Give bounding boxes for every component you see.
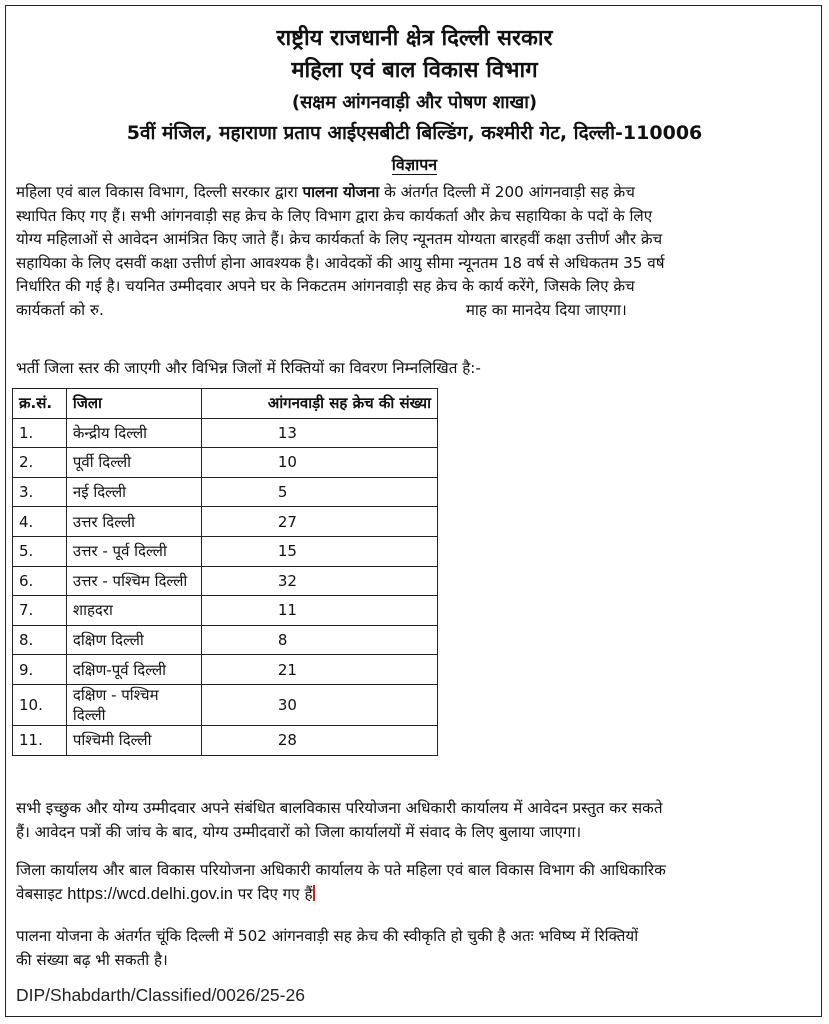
website-line-1: जिला कार्यालय और बाल विकास परियोजना अधिकारी कार्यालय के पते महिला एवं बाल विकास विभाग की आधिकारिक [16, 861, 666, 879]
table-row [13, 684, 438, 725]
serial-cell: 1. [13, 418, 67, 448]
intro-line-4: सहायिका के लिए दसवीं कक्षा उत्तीर्ण होना आवश्यक है। आवेदकों की आयु सीमा न्यूनतम 18 वर्ष से अधिकतम 35 वर्ष [16, 253, 665, 272]
intro-line-2: स्थापित किए गए हैं। सभी आंगनवाड़ी सह क्रेच के लिए विभाग द्वारा क्रेच कार्यकर्ता और क्रेच सहायिका के पदों के लिए [16, 206, 653, 225]
count-value: 15 [277, 542, 297, 561]
future-vacancy-paragraph [16, 925, 814, 972]
website-link[interactable]: https://wcd.delhi.gov.in [67, 884, 233, 903]
vacancy-table [12, 388, 438, 756]
table-row [13, 477, 438, 507]
future-line-2: की संख्या बढ़ भी सकती है। [16, 950, 168, 969]
count-value: 32 [277, 571, 297, 590]
count-cell [201, 596, 437, 626]
district-cell: उत्तर - पश्चिम दिल्ली [66, 566, 201, 596]
district-cell: उत्तर दिल्ली [66, 507, 201, 537]
intro-line-3: योग्य महिलाओं से आवेदन आमंत्रित किए जाते हैं। क्रेच कार्यकर्ता के लिए न्यूनतम योग्यता बारहवीं कक्षा उत्तीर्ण और क्रेच [16, 230, 663, 248]
serial-cell: 11. [13, 725, 67, 755]
count-cell [201, 477, 437, 507]
table-intro: भर्ती जिला स्तर की जाएगी और विभिन्न जिलों में रिक्तियों का विवरण निम्नलिखित है:- [16, 359, 481, 377]
count-cell [201, 655, 437, 685]
red-mark [313, 885, 315, 901]
count-value: 8 [277, 631, 288, 650]
table-row [13, 418, 438, 448]
header-government: राष्ट्रीय राजधानी क्षेत्र दिल्ली सरकार [276, 26, 553, 51]
table-row [13, 625, 438, 655]
count-cell [201, 448, 437, 478]
district-cell: उत्तर - पूर्व दिल्ली [66, 536, 201, 566]
table-row [13, 536, 438, 566]
intro-paragraph [16, 181, 814, 322]
district-cell: पश्चिमी दिल्ली [66, 725, 201, 755]
website-line-2 [16, 883, 814, 907]
website-paragraph [16, 859, 814, 906]
intro-line-6b: माह का मानदेय दिया जाएगा। [465, 300, 627, 319]
table-row [13, 596, 438, 626]
serial-cell: 10. [13, 684, 67, 725]
count-cell [201, 625, 437, 655]
intro-line-6a: कार्यकर्ता को रु. [16, 300, 104, 319]
table-header-row [13, 389, 438, 419]
intro-line-5: निर्धारित की गई है। चयनित उम्मीदवार अपने घर के निकटतम आंगनवाड़ी सह क्रेच के कार्य करेंगे, जिसके लिए क्रेच [16, 277, 635, 295]
count-value: 13 [277, 423, 297, 442]
count-cell [201, 725, 437, 755]
header-serial: क्र.सं. [13, 389, 67, 419]
serial-cell: 6. [13, 566, 67, 596]
table-row [13, 725, 438, 755]
instructions-line-1: सभी इच्छुक और योग्य उम्मीदवार अपने संबंधित बालविकास परियोजना अधिकारी कार्यालय में आवेदन प्रस्तुत कर सकते [16, 799, 663, 817]
count-cell [201, 418, 437, 448]
intro-line-1c: के अंतर्गत दिल्ली में 200 आंगनवाड़ी सह क्रेच [379, 183, 635, 201]
count-value: 30 [277, 695, 297, 714]
footer-reference: DIP/Shabdarth/Classified/0026/25-26 [16, 985, 305, 1005]
district-cell: दक्षिण दिल्ली [66, 625, 201, 655]
district-cell: दक्षिण - पश्चिम दिल्ली [66, 684, 201, 725]
intro-line-6 [16, 299, 814, 323]
count-value: 5 [277, 483, 288, 502]
serial-cell: 4. [13, 507, 67, 537]
serial-cell: 9. [13, 655, 67, 685]
instructions-paragraph [16, 797, 814, 844]
count-cell [201, 684, 437, 725]
count-value: 21 [277, 660, 297, 679]
count-value: 27 [277, 512, 297, 531]
scheme-name: पालना योजना [302, 183, 380, 201]
advertisement-title [0, 153, 829, 175]
website-label: वेबसाइट [16, 884, 68, 903]
header-district: जिला [66, 389, 201, 419]
count-cell [201, 507, 437, 537]
serial-cell: 8. [13, 625, 67, 655]
count-value: 10 [277, 453, 297, 472]
district-cell: नई दिल्ली [66, 477, 201, 507]
table-row [13, 448, 438, 478]
intro-line-1a: महिला एवं बाल विकास विभाग, दिल्ली सरकार द्वारा [16, 183, 303, 201]
advertisement-title-text: विज्ञापन [391, 155, 438, 174]
serial-cell: 3. [13, 477, 67, 507]
header-branch: (सक्षम आंगनवाड़ी और पोषण शाखा) [291, 92, 538, 113]
table-row [13, 655, 438, 685]
intro-line-1 [16, 181, 814, 205]
website-line-2b: पर दिए गए हैं [232, 884, 313, 903]
serial-cell: 7. [13, 596, 67, 626]
instructions-line-2: हैं। आवेदन पत्रों की जांच के बाद, योग्य उम्मीदवारों को जिला कार्यालयों में संवाद के लिए बुलाया जाएगा। [16, 822, 582, 841]
header-count-text: आंगनवाड़ी सह क्रेच की संख्या [267, 394, 431, 413]
serial-cell: 2. [13, 448, 67, 478]
table-row [13, 507, 438, 537]
table-row [13, 566, 438, 596]
serial-cell: 5. [13, 536, 67, 566]
header-count [201, 389, 437, 419]
header-address: 5वीं मंजिल, महाराणा प्रताप आईएसबीटी बिल्डिंग, कश्मीरी गेट, दिल्ली-110006 [126, 122, 703, 144]
header-department: महिला एवं बाल विकास विभाग [291, 58, 538, 83]
count-value: 11 [277, 601, 297, 620]
district-cell: शाहदरा [66, 596, 201, 626]
count-cell [201, 536, 437, 566]
future-line-1: पालना योजना के अंतर्गत चूंकि दिल्ली में 502 आंगनवाड़ी सह क्रेच की स्वीकृति हो चुकी है अतः भविष्य में रिक्तियों [16, 927, 639, 945]
count-value: 28 [277, 731, 297, 750]
district-cell: पूर्वी दिल्ली [66, 448, 201, 478]
district-cell: केन्द्रीय दिल्ली [66, 418, 201, 448]
count-cell [201, 566, 437, 596]
district-cell: दक्षिण-पूर्व दिल्ली [66, 655, 201, 685]
